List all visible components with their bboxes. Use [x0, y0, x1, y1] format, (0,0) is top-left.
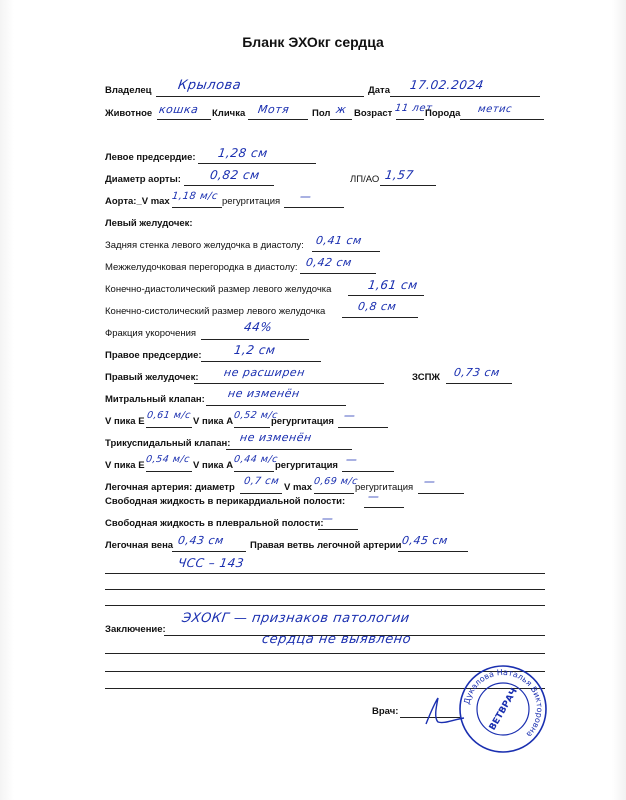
right-atrium-label: Правое предсердие:: [105, 350, 202, 361]
posterior-wall-line: [312, 251, 380, 252]
tapse-value[interactable]: 0,73 см: [453, 366, 501, 379]
edd-line: [348, 295, 424, 296]
mitral-a-line: [234, 427, 270, 428]
pulm-regurg-line: [418, 493, 464, 494]
la-ao-value[interactable]: 1,57: [384, 168, 415, 182]
conclusion-value-2[interactable]: сердца не выявлено: [260, 632, 413, 647]
aorta-regurg-label: регургитация: [222, 196, 281, 207]
tapse-line: [446, 383, 512, 384]
owner-label: Владелец: [105, 85, 152, 96]
fs-value[interactable]: 44%: [243, 320, 274, 334]
pulm-artery-label: Легочная артерия: диаметр: [105, 482, 235, 493]
breed-label: Порода: [425, 108, 461, 119]
posterior-wall-label: Задняя стенка левого желудочка в диастолу:: [105, 240, 304, 251]
right-ventricle-value[interactable]: не расширен: [223, 366, 306, 379]
esd-value[interactable]: 0,8 см: [357, 300, 398, 313]
sex-label: Пол: [312, 108, 331, 119]
breed-line: [460, 119, 544, 120]
pleural-fluid-line: [318, 529, 358, 530]
pulm-diameter-value[interactable]: 0,7 см: [243, 476, 280, 487]
tricuspid-regurg-label: регургитация: [275, 460, 338, 471]
pleural-fluid-value[interactable]: —: [321, 512, 335, 525]
aorta-regurg-value[interactable]: —: [299, 190, 313, 203]
edd-label: Конечно-диастолический размер левого желудочка: [105, 284, 332, 295]
aorta-diameter-label: Диаметр аорты:: [105, 174, 181, 185]
tricuspid-a-label: V пика А: [193, 460, 234, 471]
septum-line: [300, 273, 376, 274]
la-ao-label: ЛП/АО: [350, 174, 380, 185]
mitral-a-value[interactable]: 0,52 м/с: [233, 410, 279, 421]
right-pulm-branch-label: Правая ветвь легочной артерии: [250, 540, 402, 551]
esd-line: [342, 317, 418, 318]
mitral-e-label: V пика Е: [105, 416, 145, 427]
age-line: [396, 119, 424, 120]
tricuspid-regurg-value[interactable]: —: [345, 453, 359, 466]
la-ao-line: [380, 185, 436, 186]
mitral-regurg-line: [338, 427, 388, 428]
blank-line-3: [105, 605, 545, 606]
right-pulm-branch-value[interactable]: 0,45 см: [401, 534, 449, 547]
sex-line: [330, 119, 352, 120]
aorta-regurg-line: [284, 207, 344, 208]
pulm-regurg-label: регургитация: [355, 482, 414, 493]
mitral-value[interactable]: не изменён: [227, 387, 301, 400]
pulm-vein-label: Легочная вена: [105, 540, 174, 551]
aorta-diameter-line: [184, 185, 274, 186]
age-label: Возраст: [354, 108, 393, 119]
tricuspid-e-line: [146, 471, 192, 472]
pulm-vmax-value[interactable]: 0,69 м/с: [313, 476, 359, 487]
pulm-vein-line: [172, 551, 246, 552]
mitral-regurg-label: регургитация: [271, 416, 334, 427]
animal-label: Животное: [105, 108, 153, 119]
pulm-vmax-label: V max: [284, 482, 312, 493]
doctor-label: Врач:: [372, 706, 399, 717]
tricuspid-e-value[interactable]: 0,54 м/с: [145, 454, 191, 465]
pleural-fluid-label: Свободная жидкость в плевральной полости:: [105, 518, 324, 529]
conclusion-line-2: [105, 653, 545, 654]
pericardial-fluid-line: [364, 507, 404, 508]
conclusion-value-1[interactable]: ЭХОКГ — признаков патологии: [180, 611, 411, 626]
aorta-vmax-line: [172, 207, 222, 208]
stamp-outer-text: Дукалова Наталья Викторовна: [462, 667, 545, 740]
left-atrium-label: Левое предсердие:: [105, 152, 196, 163]
date-line: [390, 96, 540, 97]
hr-value[interactable]: ЧСС – 143: [177, 556, 246, 570]
pet-name-line: [248, 119, 308, 120]
age-value[interactable]: 11 лет: [394, 103, 434, 114]
pet-name-label: Кличка: [212, 108, 246, 119]
fs-label: Фракция укорочения: [105, 328, 197, 339]
form-title: Бланк ЭХОкг сердца: [242, 34, 384, 50]
right-ventricle-line: [194, 383, 384, 384]
aorta-vmax-value[interactable]: 1,18 м/с: [171, 191, 219, 202]
tricuspid-a-value[interactable]: 0,44 м/с: [233, 454, 279, 465]
pulm-vmax-line: [314, 493, 354, 494]
posterior-wall-value[interactable]: 0,41 см: [315, 234, 363, 247]
blank-line-2: [105, 589, 545, 590]
animal-line: [157, 119, 211, 120]
left-atrium-value[interactable]: 1,28 см: [217, 146, 269, 160]
date-value[interactable]: 17.02.2024: [409, 78, 485, 92]
tricuspid-label: Трикуспидальный клапан:: [105, 438, 231, 449]
tricuspid-value[interactable]: не изменён: [239, 431, 313, 444]
right-pulm-branch-line: [398, 551, 468, 552]
pet-name-value[interactable]: Мотя: [257, 103, 291, 116]
fs-line: [201, 339, 309, 340]
right-atrium-value[interactable]: 1,2 см: [233, 343, 277, 357]
mitral-e-value[interactable]: 0,61 м/с: [146, 410, 192, 421]
left-atrium-line: [198, 163, 316, 164]
mitral-regurg-value[interactable]: —: [343, 409, 357, 422]
mitral-e-line: [146, 427, 192, 428]
left-ventricle-label: Левый желудочек:: [105, 218, 193, 229]
mitral-a-label: V пика А: [193, 416, 234, 427]
right-atrium-line: [201, 361, 321, 362]
stamp-inner-text: ВЕТВРАЧ: [487, 686, 520, 733]
esd-label: Конечно-систолический размер левого желудочка: [105, 306, 326, 317]
sex-value[interactable]: ж: [335, 103, 348, 116]
aorta-diameter-value[interactable]: 0,82 см: [209, 168, 261, 182]
tricuspid-a-line: [234, 471, 274, 472]
septum-value[interactable]: 0,42 см: [305, 256, 353, 269]
conclusion-label: Заключение:: [105, 624, 166, 635]
date-label: Дата: [368, 85, 390, 96]
mitral-label: Митральный клапан:: [105, 394, 205, 405]
aorta-vmax-label: Аорта:_V max: [105, 196, 170, 207]
edd-value[interactable]: 1,61 см: [367, 278, 419, 292]
tricuspid-e-label: V пика Е: [105, 460, 145, 471]
septum-label: Межжелудочковая перегородка в диастолу:: [105, 262, 298, 273]
breed-value[interactable]: метис: [477, 104, 513, 115]
owner-line: [156, 96, 364, 97]
owner-value[interactable]: Крылова: [176, 78, 243, 93]
blank-line-1: [105, 573, 545, 574]
right-ventricle-label: Правый желудочек:: [105, 372, 199, 383]
doctor-stamp: [458, 664, 548, 754]
pulm-diameter-line: [240, 493, 282, 494]
mitral-line: [206, 405, 346, 406]
pulm-vein-value[interactable]: 0,43 см: [177, 534, 225, 547]
animal-value[interactable]: кошка: [158, 103, 200, 116]
pulm-regurg-value[interactable]: —: [423, 475, 437, 488]
pericardial-fluid-label: Свободная жидкость в перикардиальной полости:: [105, 496, 346, 507]
tricuspid-regurg-line: [342, 471, 394, 472]
pericardial-fluid-value[interactable]: —: [367, 490, 381, 503]
tapse-label: ЗСПЖ: [412, 372, 440, 383]
tricuspid-line: [226, 449, 352, 450]
